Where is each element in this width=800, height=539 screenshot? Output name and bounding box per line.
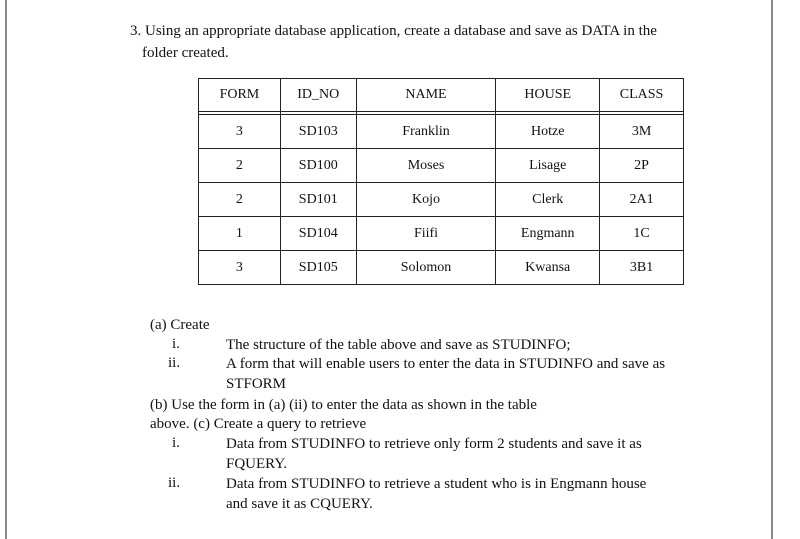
part-c-item-ii-line-1: Data from STUDINFO to retrieve a student who is in Engmann house [226,476,647,492]
cell-id-no: SD100 [280,149,356,183]
cell-class: 2A1 [600,183,684,217]
cell-form: 1 [199,217,281,251]
cell-form: 2 [199,183,281,217]
part-a-item-i-text: The structure of the table above and save as STUDINFO; [226,337,571,353]
cell-name: Fiifi [356,217,496,251]
cell-id-no: SD104 [280,217,356,251]
cell-house: Hotze [496,115,600,149]
table-header-row [199,79,684,112]
cell-name: Kojo [356,183,496,217]
cell-house: Lisage [496,149,600,183]
cell-id-no: SD103 [280,115,356,149]
cell-form: 2 [199,149,281,183]
header-id-no: ID_NO [280,79,356,112]
part-c-item-i-number: i. [172,435,180,451]
cell-house: Kwansa [496,251,600,285]
part-b-line-1: (b) Use the form in (a) (ii) to enter the data as shown in the table [150,397,537,413]
part-c-item-i-line-1: Data from STUDINFO to retrieve only form 2 students and save it as [226,436,642,452]
cell-house: Clerk [496,183,600,217]
part-c-item-ii-text [226,475,706,514]
part-c-item-i-line-2: FQUERY. [226,455,287,472]
cell-class: 2P [600,149,684,183]
part-a-item-ii-text [226,355,706,394]
question-line-1: 3. Using an appropriate database application, create a database and save as DATA in the [130,23,657,39]
table-row [199,251,684,285]
left-border [5,0,7,539]
table-row [199,183,684,217]
part-c-item-ii-line-2: and save it as CQUERY. [226,495,373,512]
cell-house: Engmann [496,217,600,251]
question-line-2: folder created. [142,45,229,61]
header-house: HOUSE [496,79,600,112]
table-row [199,115,684,149]
part-c-item-ii-number: ii. [168,475,181,491]
cell-id-no: SD105 [280,251,356,285]
cell-class: 3B1 [600,251,684,285]
table-row [199,149,684,183]
table-row [199,217,684,251]
student-table [198,78,684,285]
right-border [771,0,773,539]
cell-name: Moses [356,149,496,183]
part-a-item-i-number: i. [172,336,180,352]
cell-class: 1C [600,217,684,251]
cell-form: 3 [199,251,281,285]
header-name: NAME [356,79,496,112]
part-a-item-ii-line-1: A form that will enable users to enter the data in STUDINFO and save as [226,356,666,372]
cell-id-no: SD101 [280,183,356,217]
cell-name: Solomon [356,251,496,285]
header-form: FORM [199,79,281,112]
part-c-item-i-text [226,435,706,474]
part-a-item-ii-number: ii. [168,355,181,371]
cell-class: 3M [600,115,684,149]
header-class: CLASS [600,79,684,112]
question-heading [130,20,730,64]
part-b-line-2: above. (c) Create a query to retrieve [150,416,367,432]
part-b-text [150,396,537,416]
cell-name: Franklin [356,115,496,149]
part-a-label: (a) Create [150,317,210,333]
part-a-item-ii-line-2: STFORM [226,375,287,392]
cell-form: 3 [199,115,281,149]
